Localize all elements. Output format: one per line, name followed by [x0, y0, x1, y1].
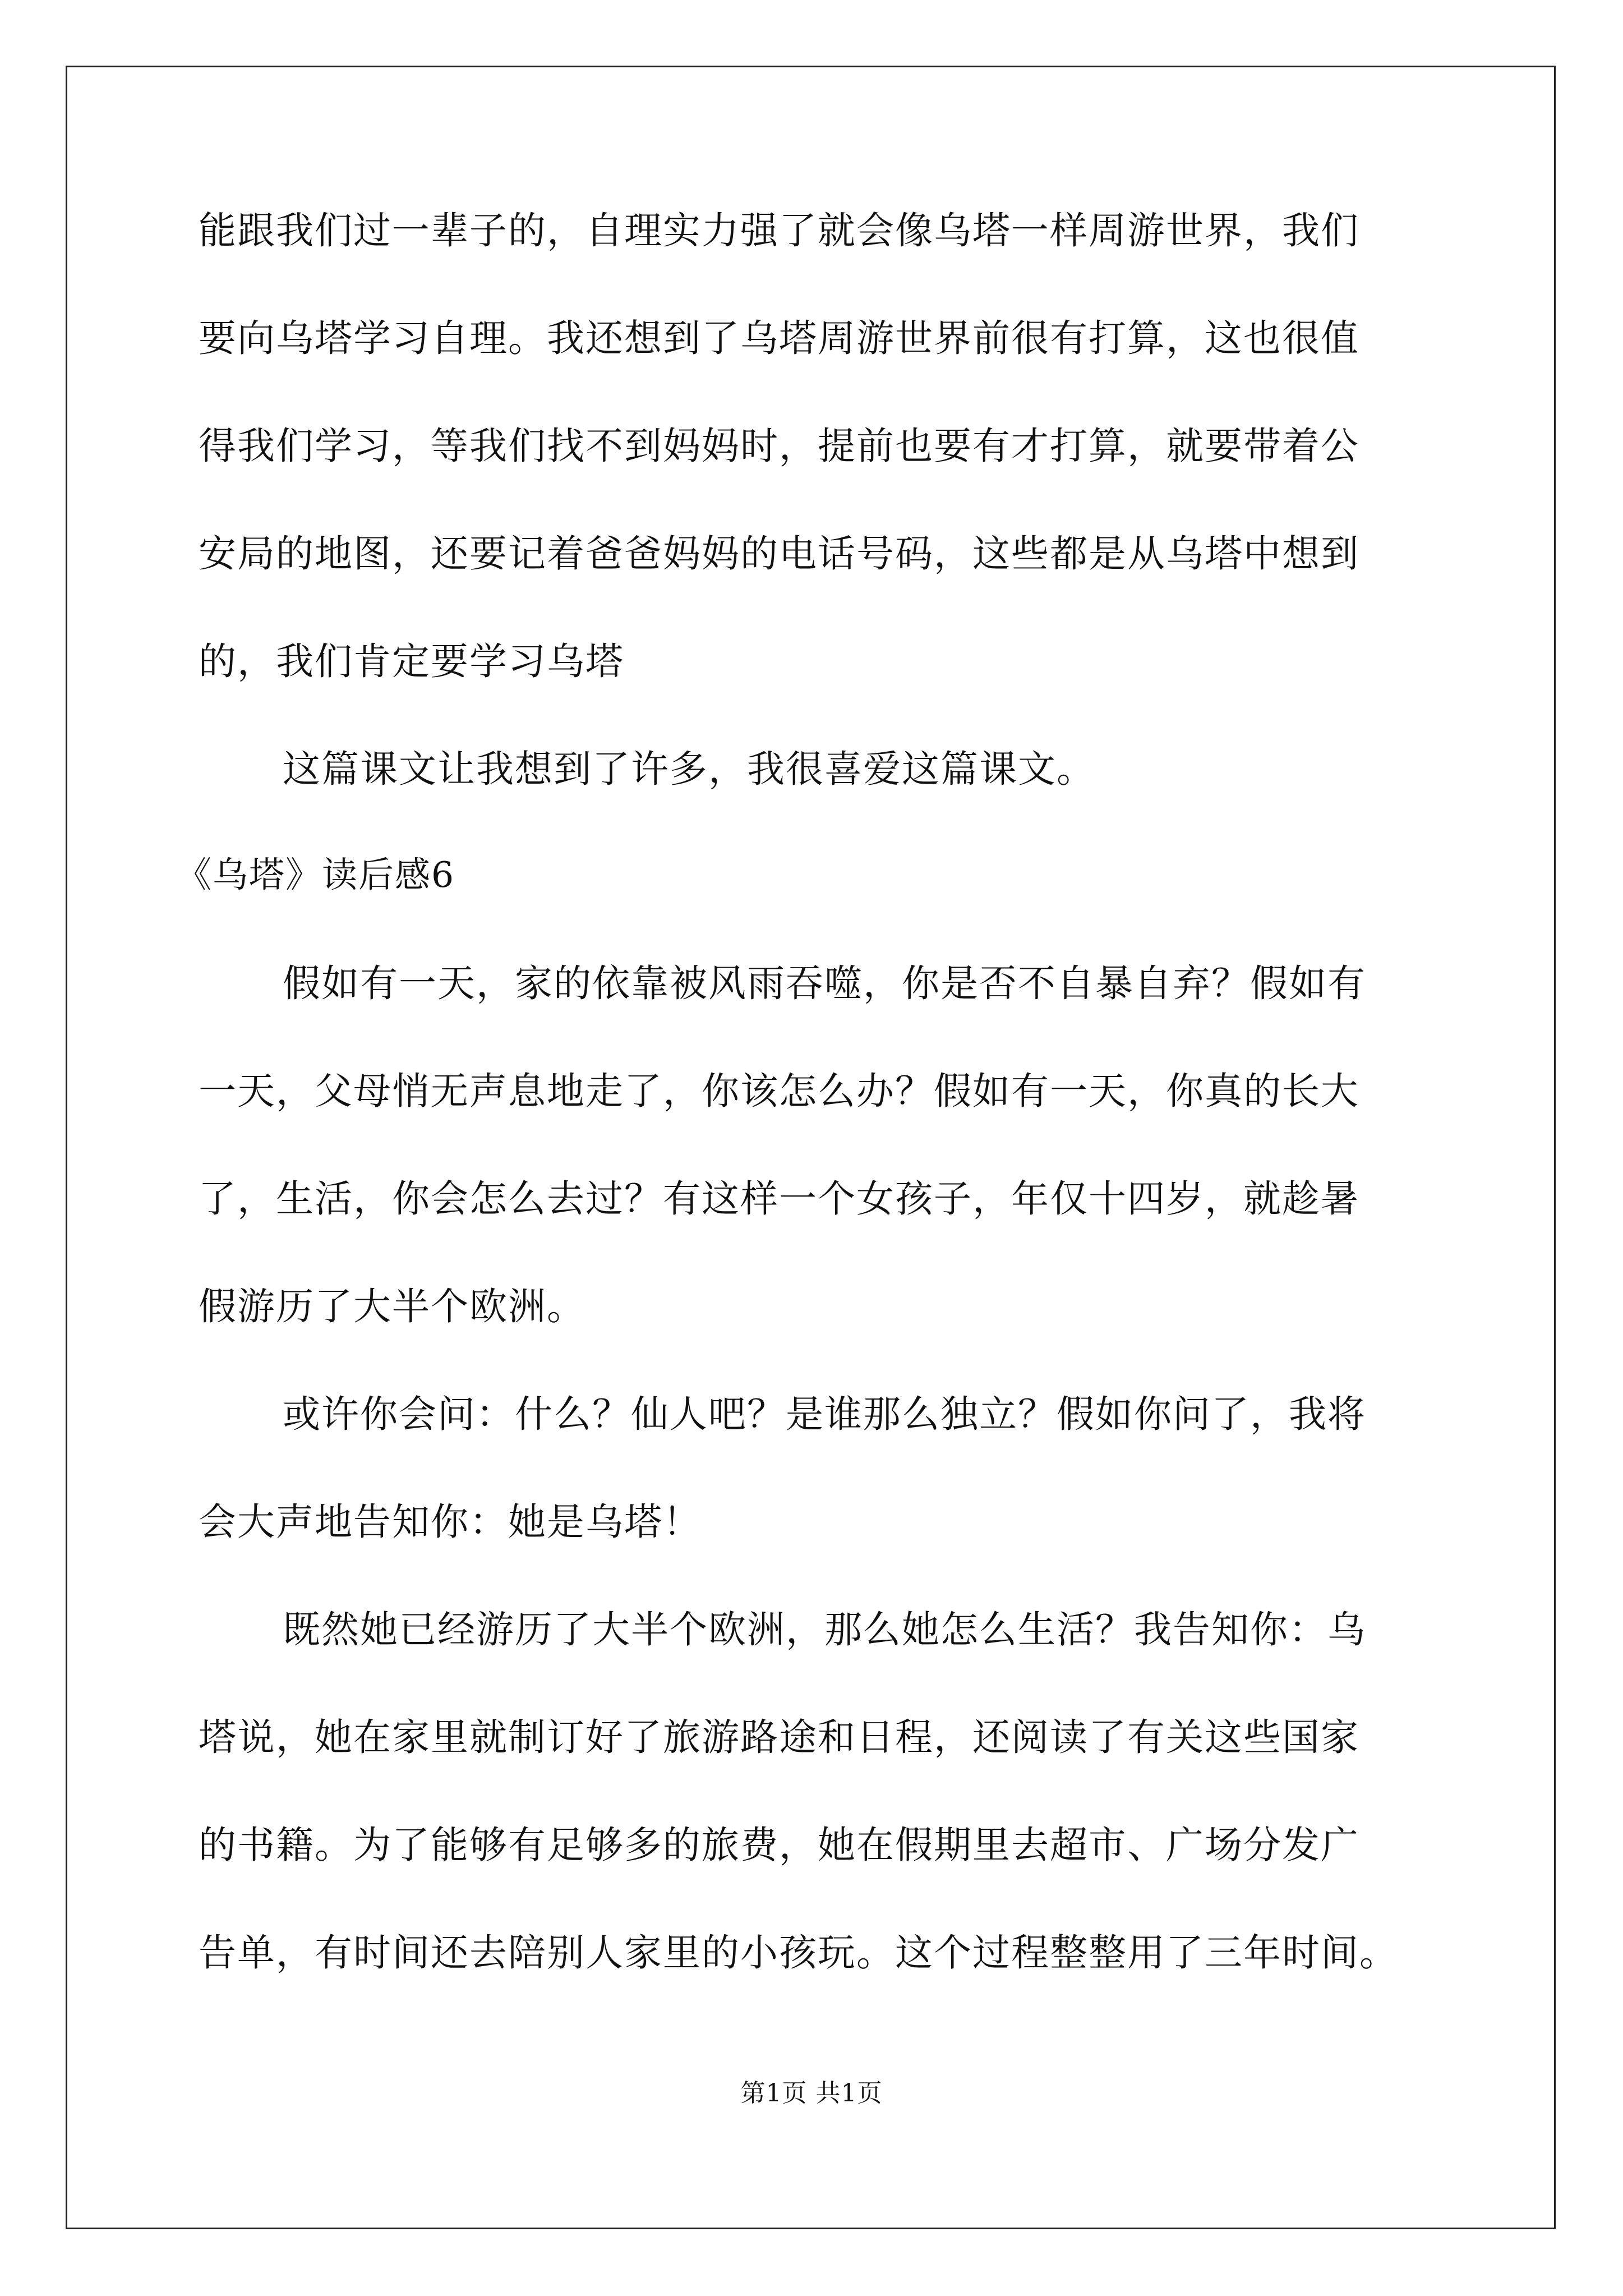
text-line: 能跟我们过一辈子的，自理实力强了就会像乌塔一样周游世界，我们 [199, 209, 1359, 252]
text-line: 的，我们肯定要学习乌塔 [199, 639, 624, 683]
text-line: 会大声地告知你：她是乌塔！ [199, 1500, 702, 1544]
text-line: 要向乌塔学习自理。我还想到了乌塔周游世界前很有打算，这也很值 [199, 316, 1359, 360]
text-line: 假游历了大半个欧洲。 [199, 1285, 585, 1328]
text-line: 安局的地图，还要记着爸爸妈妈的电话号码，这些都是从乌塔中想到 [199, 532, 1359, 576]
section-heading: 《乌塔》读后感6 [176, 854, 455, 895]
text-line: 既然她已经游历了大半个欧洲，那么她怎么生活？我告知你：乌 [283, 1608, 1366, 1651]
page-number: 第1页 共1页 [740, 2079, 883, 2108]
text-line: 或许你会问：什么？仙人吧？是谁那么独立？假如你问了，我将 [283, 1392, 1366, 1436]
text-line: 这篇课文让我想到了许多，我很喜爱这篇课文。 [283, 747, 1095, 791]
page-border [66, 66, 1556, 2229]
text-line: 告单，有时间还去陪别人家里的小孩玩。这个过程整整用了三年时间。 [199, 1931, 1398, 1975]
text-line: 塔说，她在家里就制订好了旅游路途和日程，还阅读了有关这些国家 [199, 1715, 1359, 1759]
text-line: 得我们学习，等我们找不到妈妈时，提前也要有才打算，就要带着公 [199, 424, 1359, 468]
text-line: 假如有一天，家的依靠被风雨吞噬，你是否不自暴自弃？假如有 [283, 961, 1366, 1005]
text-line: 的书籍。为了能够有足够多的旅费，她在假期里去超市、广场分发广 [199, 1823, 1359, 1867]
text-line: 了，生活，你会怎么去过？有这样一个女孩子，年仅十四岁，就趁暑 [199, 1177, 1359, 1221]
text-line: 一天，父母悄无声息地走了，你该怎么办？假如有一天，你真的长大 [199, 1069, 1359, 1113]
